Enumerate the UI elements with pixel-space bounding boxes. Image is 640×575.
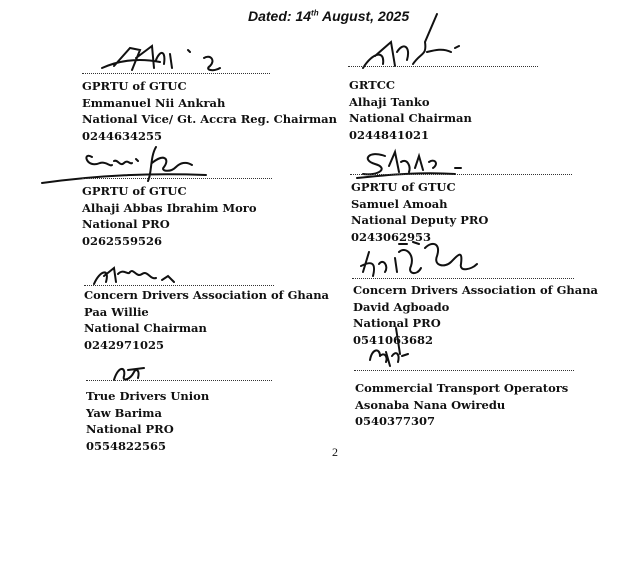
signatory-block-owiredu bbox=[355, 380, 568, 430]
org-name: GPRTU of GTUC bbox=[82, 184, 187, 198]
position-title: National Chairman bbox=[84, 321, 207, 335]
document-date: Dated: 14th August, 2025 bbox=[248, 8, 410, 24]
phone-number: 0554822565 bbox=[86, 438, 167, 453]
signature-moro-icon bbox=[40, 143, 210, 188]
signatory-block-moro bbox=[82, 183, 257, 249]
person-name: Paa Willie bbox=[84, 304, 149, 319]
signatory-block-ankrah bbox=[82, 78, 337, 144]
person-name: David Agboado bbox=[353, 299, 450, 314]
signature-owiredu-icon bbox=[366, 326, 416, 370]
org-name: Commercial Transport Operators bbox=[355, 381, 569, 395]
phone-number: 0540377307 bbox=[355, 414, 436, 428]
position-title: National PRO bbox=[86, 422, 174, 436]
phone-number: 0541063682 bbox=[353, 332, 434, 347]
signature-amoah-icon bbox=[355, 148, 475, 180]
phone-number: 0244841021 bbox=[349, 127, 430, 142]
position-title: National Vice/ Gt. Accra Reg. Chairman bbox=[82, 112, 337, 126]
org-name: True Drivers Union bbox=[86, 389, 210, 403]
phone-number: 0243062953 bbox=[351, 229, 432, 244]
position-title: National Deputy PRO bbox=[351, 213, 489, 227]
signature-ankrah-icon bbox=[100, 40, 240, 76]
org-name: GRTCC bbox=[349, 78, 396, 92]
org-name: GPRTU of GTUC bbox=[82, 79, 187, 93]
phone-number: 0242971025 bbox=[84, 337, 165, 352]
signature-willie-icon bbox=[90, 262, 190, 286]
person-name: Asonaba Nana Owiredu bbox=[355, 397, 506, 412]
person-name: Emmanuel Nii Ankrah bbox=[82, 95, 226, 110]
person-name: Yaw Barima bbox=[86, 405, 162, 420]
signatory-block-willie bbox=[84, 287, 329, 353]
org-name: GPRTU of GTUC bbox=[351, 180, 456, 194]
person-name: Alhaji Tanko bbox=[349, 94, 430, 109]
signature-agboado-icon bbox=[355, 236, 505, 288]
position-title: National PRO bbox=[82, 217, 170, 231]
signature-tanko-icon bbox=[355, 12, 475, 72]
person-name: Samuel Amoah bbox=[351, 196, 448, 211]
position-title: National Chairman bbox=[349, 111, 472, 125]
phone-number: 0262559526 bbox=[82, 233, 163, 248]
person-name: Alhaji Abbas Ibrahim Moro bbox=[82, 200, 257, 215]
signatory-block-barima bbox=[86, 388, 209, 454]
signatory-block-tanko bbox=[349, 77, 472, 143]
position-title: National PRO bbox=[353, 316, 441, 330]
org-name: Concern Drivers Association of Ghana bbox=[353, 283, 599, 297]
page-number: 2 bbox=[332, 445, 338, 459]
org-name: Concern Drivers Association of Ghana bbox=[84, 288, 330, 302]
phone-number: 0244634255 bbox=[82, 128, 163, 143]
